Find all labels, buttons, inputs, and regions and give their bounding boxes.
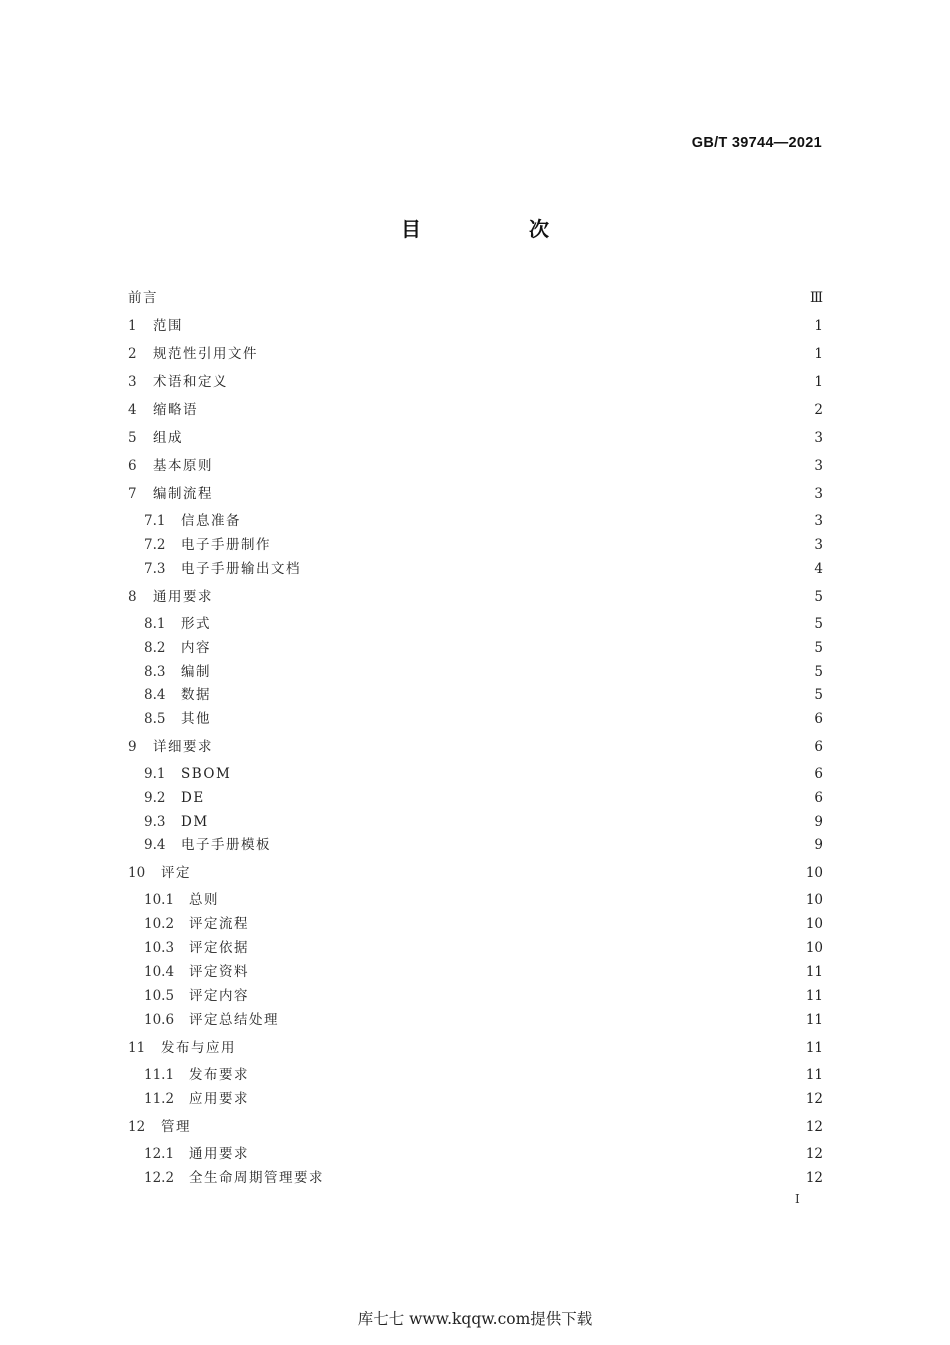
toc-entry-number: 3	[128, 374, 137, 390]
toc-entry-page: 1	[814, 346, 823, 362]
toc-dot-leader	[221, 484, 805, 504]
toc-entry-title: DE	[181, 790, 205, 806]
toc-dot-leader	[219, 709, 805, 729]
toc-entry-page: 12	[805, 1091, 823, 1107]
toc-entry-page: 6	[814, 790, 823, 806]
toc-entry[interactable]	[128, 428, 823, 448]
toc-entry-title: 总则	[189, 892, 219, 908]
toc-entry-number: 10.3	[144, 940, 175, 956]
toc-entry-title: 规范性引用文件	[153, 346, 258, 362]
toc-dot-leader	[257, 962, 802, 982]
toc-entry-page: 1	[814, 318, 823, 334]
toc-entry-page: 11	[805, 1040, 823, 1056]
toc-entry-title: 形式	[181, 616, 211, 632]
toc-entry-number: 9.3	[144, 814, 166, 830]
toc-entry[interactable]	[144, 559, 823, 579]
toc-entry[interactable]	[144, 938, 823, 958]
toc-dot-leader	[166, 288, 805, 308]
toc-dot-leader	[257, 1089, 802, 1109]
toc-dot-leader	[332, 1168, 802, 1188]
toc-entry-number: 5	[128, 430, 137, 446]
toc-entry-title: 通用要求	[153, 589, 213, 605]
toc-dot-leader	[257, 986, 802, 1006]
toc-entry[interactable]	[144, 511, 823, 531]
toc-entry-page: Ⅲ	[809, 290, 823, 306]
toc-dot-leader	[227, 890, 802, 910]
toc-entry-page: 6	[814, 711, 823, 727]
toc-entry-page: 2	[814, 402, 823, 418]
toc-dot-leader	[219, 638, 805, 658]
toc-entry-number: 7.3	[144, 561, 166, 577]
toc-entry-number: 10.2	[144, 916, 175, 932]
toc-entry[interactable]	[128, 863, 823, 883]
toc-entry-page: 5	[814, 640, 823, 656]
table-of-contents	[128, 0, 823, 1200]
toc-entry-page: 5	[814, 616, 823, 632]
toc-entry-title: 发布要求	[189, 1067, 249, 1083]
toc-dot-leader	[221, 456, 805, 476]
toc-entry-page: 10	[805, 940, 823, 956]
toc-entry-page: 10	[805, 892, 823, 908]
toc-entry[interactable]	[128, 344, 823, 364]
standard-number: GB/T 39744—2021	[691, 135, 822, 151]
toc-entry-number: 8.4	[144, 687, 166, 703]
toc-dot-leader	[236, 372, 805, 392]
toc-entry[interactable]	[144, 890, 823, 910]
toc-entry-title: 发布与应用	[161, 1040, 236, 1056]
toc-entry[interactable]	[128, 372, 823, 392]
toc-dot-leader	[206, 400, 805, 420]
toc-entry-title: 电子手册输出文档	[181, 561, 301, 577]
toc-entry[interactable]	[144, 685, 823, 705]
toc-entry-number: 11	[128, 1040, 146, 1056]
toc-entry-number: 8.1	[144, 616, 166, 632]
toc-entry-page: 12	[805, 1146, 823, 1162]
toc-entry-page: 9	[814, 837, 823, 853]
toc-entry-page: 3	[814, 430, 823, 446]
toc-entry-number: 12	[128, 1119, 146, 1135]
toc-entry[interactable]	[144, 638, 823, 658]
toc-entry-number: 8.5	[144, 711, 166, 727]
toc-entry-number: 6	[128, 458, 137, 474]
toc-entry[interactable]	[128, 1117, 823, 1137]
toc-entry-title: 评定资料	[189, 964, 249, 980]
toc-entry-number: 10.1	[144, 892, 175, 908]
toc-entry-title: 管理	[161, 1119, 191, 1135]
toc-entry-title: 信息准备	[181, 513, 241, 529]
toc-dot-leader	[191, 316, 805, 336]
toc-entry-title: 通用要求	[189, 1146, 249, 1162]
toc-dot-leader	[287, 1010, 802, 1030]
toc-entry-title: 评定	[161, 865, 191, 881]
toc-entry[interactable]	[128, 587, 823, 607]
toc-entry[interactable]	[128, 1038, 823, 1058]
toc-dot-leader	[266, 344, 805, 364]
toc-entry-number: 9	[128, 739, 137, 755]
toc-dot-leader	[249, 511, 805, 531]
toc-entry-number: 1	[128, 318, 137, 334]
toc-entry[interactable]	[144, 614, 823, 634]
toc-entry[interactable]	[144, 788, 823, 808]
toc-entry-page: 10	[805, 916, 823, 932]
toc-entry-number: 2	[128, 346, 137, 362]
toc-dot-leader	[199, 863, 802, 883]
toc-entry-number: 9.1	[144, 766, 166, 782]
toc-entry-page: 6	[814, 766, 823, 782]
toc-dot-leader	[213, 788, 805, 808]
toc-entry-number: 7.2	[144, 537, 166, 553]
toc-entry-number: 8.2	[144, 640, 166, 656]
toc-entry-number: 8	[128, 589, 137, 605]
toc-entry-title: 详细要求	[153, 739, 213, 755]
toc-dot-leader	[257, 914, 802, 934]
toc-entry-page: 11	[805, 1012, 823, 1028]
toc-entry-number: 8.3	[144, 664, 166, 680]
toc-entry-number: 10	[128, 865, 146, 881]
toc-entry-title: 应用要求	[189, 1091, 249, 1107]
toc-entry-number: 11.2	[144, 1091, 175, 1107]
toc-entry-page: 11	[805, 1067, 823, 1083]
toc-entry-title: 前言	[128, 290, 158, 306]
toc-dot-leader	[239, 764, 805, 784]
toc-entry[interactable]	[144, 1168, 823, 1188]
toc-entry-title: SBOM	[181, 766, 232, 782]
toc-dot-leader	[221, 737, 805, 757]
toc-entry-number: 7.1	[144, 513, 166, 529]
toc-dot-leader	[257, 1144, 802, 1164]
toc-entry-title: 电子手册模板	[181, 837, 271, 853]
toc-entry-title: DM	[181, 814, 209, 830]
toc-entry[interactable]	[144, 986, 823, 1006]
toc-entry-number: 10.5	[144, 988, 175, 1004]
toc-entry[interactable]	[144, 835, 823, 855]
toc-entry-number: 7	[128, 486, 137, 502]
page-title: 目 次	[401, 217, 593, 241]
toc-entry[interactable]	[144, 709, 823, 729]
toc-entry[interactable]	[144, 962, 823, 982]
toc-entry-title: 评定依据	[189, 940, 249, 956]
toc-entry-page: 4	[814, 561, 823, 577]
toc-entry-page: 5	[814, 589, 823, 605]
toc-dot-leader	[244, 1038, 802, 1058]
toc-dot-leader	[257, 1065, 802, 1085]
toc-entry[interactable]	[128, 400, 823, 420]
toc-entry[interactable]	[144, 662, 823, 682]
toc-dot-leader	[279, 535, 805, 555]
toc-entry-title: 评定内容	[189, 988, 249, 1004]
toc-entry-number: 12.1	[144, 1146, 175, 1162]
toc-entry-title: 术语和定义	[153, 374, 228, 390]
toc-entry-page: 3	[814, 458, 823, 474]
toc-entry-page: 11	[805, 964, 823, 980]
toc-entry[interactable]	[144, 1065, 823, 1085]
toc-entry-page: 11	[805, 988, 823, 1004]
toc-entry-title: 编制	[181, 664, 211, 680]
toc-dot-leader	[309, 559, 805, 579]
toc-entry-title: 电子手册制作	[181, 537, 271, 553]
toc-entry-title: 范围	[153, 318, 183, 334]
toc-entry-title: 内容	[181, 640, 211, 656]
toc-entry-number: 12.2	[144, 1170, 175, 1186]
toc-entry-page: 5	[814, 687, 823, 703]
toc-entry[interactable]	[144, 764, 823, 784]
toc-entry-page: 3	[814, 513, 823, 529]
toc-entry[interactable]	[128, 456, 823, 476]
toc-entry-page: 3	[814, 537, 823, 553]
toc-entry[interactable]	[128, 316, 823, 336]
toc-entry-number: 4	[128, 402, 137, 418]
toc-entry-number: 11.1	[144, 1067, 175, 1083]
toc-entry[interactable]	[144, 1144, 823, 1164]
toc-entry[interactable]	[144, 812, 823, 832]
page-number: I	[795, 1192, 800, 1206]
toc-entry-number: 10.6	[144, 1012, 175, 1028]
toc-entry[interactable]	[144, 1089, 823, 1109]
toc-entry-title: 缩略语	[153, 402, 198, 418]
download-watermark: 库七七 www.kqqw.com提供下载	[357, 1310, 593, 1328]
toc-entry-page: 6	[814, 739, 823, 755]
toc-entry-title: 评定总结处理	[189, 1012, 279, 1028]
toc-entry[interactable]	[144, 535, 823, 555]
toc-dot-leader	[199, 1117, 802, 1137]
toc-entry-page: 1	[814, 374, 823, 390]
toc-entry-number: 10.4	[144, 964, 175, 980]
toc-entry[interactable]	[144, 914, 823, 934]
toc-entry-number: 9.4	[144, 837, 166, 853]
toc-entry-page: 9	[814, 814, 823, 830]
toc-entry-page: 12	[805, 1170, 823, 1186]
toc-entry-page: 10	[805, 865, 823, 881]
toc-entry-title: 全生命周期管理要求	[189, 1170, 324, 1186]
toc-entry-title: 评定流程	[189, 916, 249, 932]
toc-dot-leader	[279, 835, 805, 855]
toc-entry[interactable]	[128, 484, 823, 504]
toc-dot-leader	[257, 938, 802, 958]
toc-dot-leader	[191, 428, 805, 448]
toc-entry[interactable]	[128, 288, 823, 308]
toc-dot-leader	[221, 587, 805, 607]
toc-entry-title: 基本原则	[153, 458, 213, 474]
toc-entry-title: 编制流程	[153, 486, 213, 502]
toc-entry-page: 3	[814, 486, 823, 502]
toc-entry-title: 数据	[181, 687, 211, 703]
toc-dot-leader	[219, 685, 805, 705]
toc-entry-page: 12	[805, 1119, 823, 1135]
toc-entry[interactable]	[128, 737, 823, 757]
toc-entry-title: 其他	[181, 711, 211, 727]
toc-dot-leader	[219, 614, 805, 634]
toc-dot-leader	[217, 812, 805, 832]
toc-entry[interactable]	[144, 1010, 823, 1030]
toc-entry-number: 9.2	[144, 790, 166, 806]
toc-dot-leader	[219, 662, 805, 682]
toc-entry-page: 5	[814, 664, 823, 680]
toc-entry-title: 组成	[153, 430, 183, 446]
